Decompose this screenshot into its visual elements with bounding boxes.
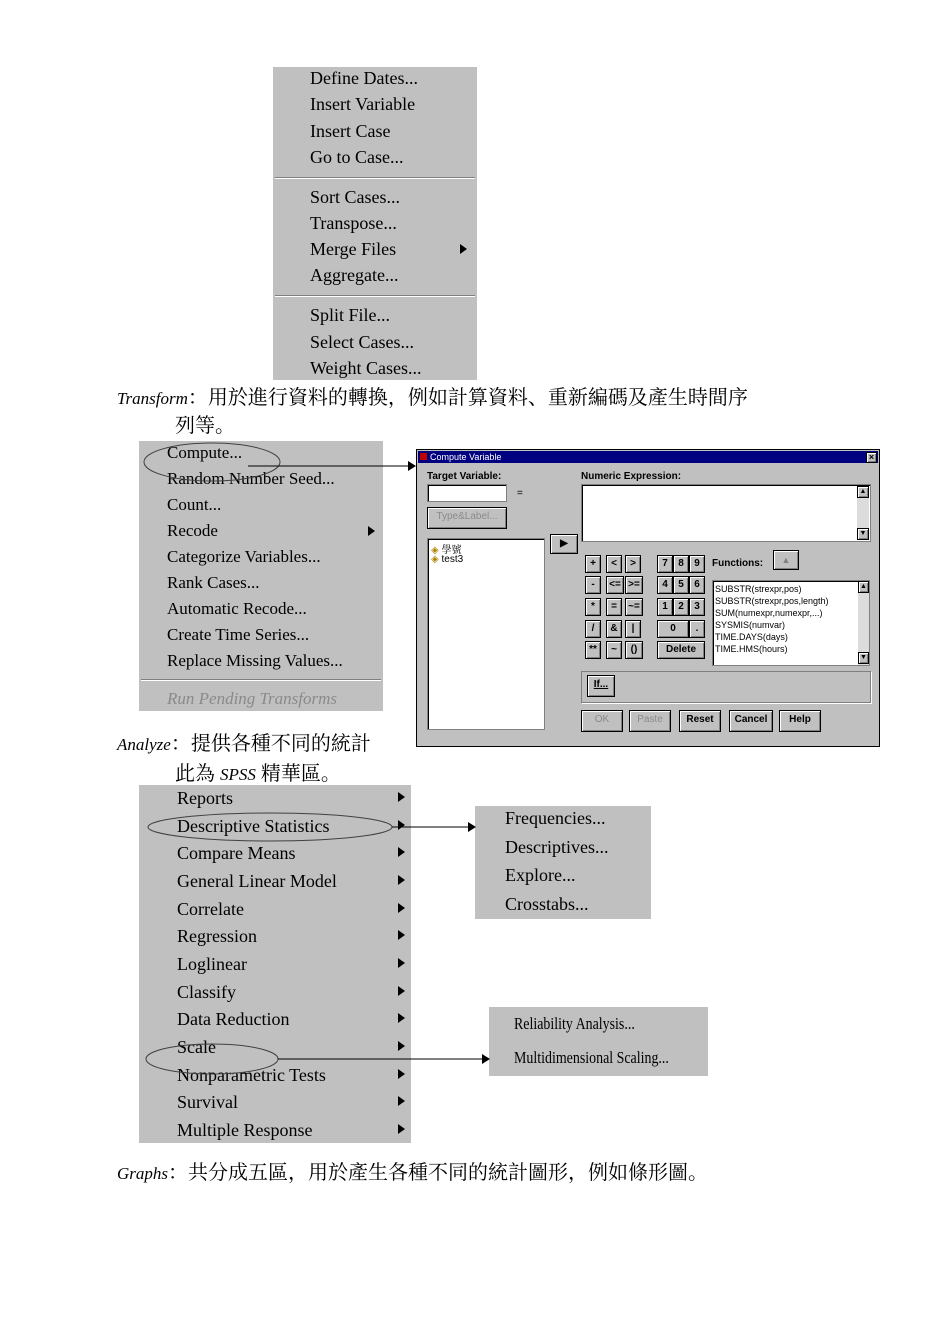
key-power[interactable]: **: [585, 641, 601, 659]
submenu-arrow-icon: [368, 526, 375, 536]
menu-item-rank-cases[interactable]: Rank Cases...: [167, 573, 260, 592]
transform-description: [117, 385, 748, 412]
dialog-title-bar: [418, 451, 878, 463]
cancel-button[interactable]: Cancel: [729, 710, 773, 732]
menu-item-reliability-analysis[interactable]: Reliability Analysis...: [514, 1014, 635, 1033]
key-greater[interactable]: >: [625, 555, 641, 573]
dialog-title: Compute Variable: [430, 452, 502, 462]
functions-list[interactable]: [712, 580, 870, 666]
key-3[interactable]: 3: [689, 598, 705, 616]
submenu-arrow-icon: [398, 1041, 405, 1051]
menu-item-categorize-variables[interactable]: Categorize Variables...: [167, 547, 321, 566]
submenu-arrow-icon: [398, 875, 405, 885]
menu-item-scale[interactable]: Scale: [177, 1037, 216, 1057]
scroll-down-icon[interactable]: ▼: [858, 652, 869, 664]
app-icon: [420, 453, 427, 460]
numeric-variable-icon: ◈: [431, 545, 439, 556]
key-not[interactable]: ~: [606, 641, 622, 659]
data-menu: [273, 67, 477, 380]
menu-item-classify[interactable]: Classify: [177, 982, 237, 1002]
menu-item-descriptive-statistics[interactable]: Descriptive Statistics: [177, 816, 330, 836]
key-6[interactable]: 6: [689, 576, 705, 594]
key-equal[interactable]: =: [606, 598, 622, 616]
menu-item-replace-missing-values[interactable]: Replace Missing Values...: [167, 651, 343, 670]
key-less-equal[interactable]: <=: [606, 576, 624, 594]
submenu-arrow-icon: [398, 1069, 405, 1079]
analyze-menu: [139, 785, 411, 1143]
reset-button[interactable]: Reset: [679, 710, 721, 732]
numeric-variable-icon: ◈: [431, 554, 439, 565]
close-button[interactable]: ×: [866, 452, 877, 463]
menu-item-weight-cases[interactable]: Weight Cases...: [310, 358, 422, 378]
key-and[interactable]: &: [606, 620, 622, 638]
submenu-arrow-icon: [398, 1124, 405, 1134]
key-decimal[interactable]: .: [689, 620, 705, 638]
if-group: [581, 671, 871, 703]
key-not-equal[interactable]: ~=: [625, 598, 643, 616]
menu-item-nonparametric-tests[interactable]: Nonparametric Tests: [177, 1065, 326, 1085]
numeric-expression-input[interactable]: [581, 484, 871, 542]
variable-list[interactable]: [427, 538, 545, 730]
menu-item-reports[interactable]: Reports: [177, 788, 233, 808]
graphs-text: ：共分成五區，用於產生各種不同的統計圖形，例如條形圖。: [168, 1162, 709, 1184]
analyze-label: Analyze: [117, 735, 171, 754]
delete-button[interactable]: Delete: [657, 641, 705, 659]
menu-item-create-time-series[interactable]: Create Time Series...: [167, 625, 310, 644]
transform-text-line1: ：用於進行資料的轉換，例如計算資料、重新編碼及產生時間序: [187, 387, 748, 409]
key-greater-equal[interactable]: >=: [625, 576, 643, 594]
analyze-text-pre: 此為: [175, 763, 220, 785]
variable-name: 學號: [441, 545, 462, 556]
key-minus[interactable]: -: [585, 576, 601, 594]
transform-label: Transform: [117, 389, 188, 408]
type-label-button[interactable]: Type&Label...: [427, 507, 507, 529]
menu-item-loglinear[interactable]: Loglinear: [177, 954, 247, 974]
move-variable-button[interactable]: ▶: [550, 534, 578, 554]
menu-item-compare-means[interactable]: Compare Means: [177, 843, 296, 863]
function-item[interactable]: SUBSTR(strexpr,pos): [715, 584, 802, 594]
submenu-arrow-icon: [398, 1096, 405, 1106]
target-variable-input[interactable]: [427, 484, 507, 502]
function-item[interactable]: TIME.HMS(hours): [715, 644, 788, 654]
scroll-down-icon[interactable]: ▼: [857, 528, 869, 540]
target-variable-label: Target Variable:: [427, 471, 502, 482]
submenu-arrow-icon: [398, 930, 405, 940]
menu-separator: [275, 177, 475, 179]
menu-item-general-linear-model[interactable]: General Linear Model: [177, 871, 337, 891]
key-multiply[interactable]: *: [585, 598, 601, 616]
graphs-description: [117, 1160, 708, 1187]
menu-item-survival[interactable]: Survival: [177, 1092, 238, 1112]
menu-item-automatic-recode[interactable]: Automatic Recode...: [167, 599, 307, 618]
key-or[interactable]: |: [625, 620, 641, 638]
key-less[interactable]: <: [606, 555, 622, 573]
menu-item-merge-files[interactable]: Merge Files: [310, 239, 397, 259]
submenu-arrow-icon: [398, 986, 405, 996]
key-plus[interactable]: +: [585, 555, 601, 573]
menu-item-data-reduction[interactable]: Data Reduction: [177, 1009, 290, 1029]
key-parentheses[interactable]: (): [625, 641, 643, 659]
menu-item-descriptives[interactable]: Descriptives...: [505, 837, 609, 857]
ok-button[interactable]: OK: [581, 710, 623, 732]
menu-item-split-file[interactable]: Split File...: [310, 305, 391, 325]
help-button[interactable]: Help: [779, 710, 821, 732]
insert-function-button[interactable]: ▲: [773, 550, 799, 570]
menu-item-multiple-response[interactable]: Multiple Response: [177, 1120, 313, 1140]
submenu-arrow-icon: [398, 820, 405, 830]
menu-separator: [141, 679, 381, 681]
menu-item-select-cases[interactable]: Select Cases...: [310, 332, 414, 352]
scroll-up-icon[interactable]: ▲: [858, 581, 869, 593]
function-item[interactable]: SYSMIS(numvar): [715, 620, 786, 630]
menu-item-regression[interactable]: Regression: [177, 926, 257, 946]
menu-item-random-number-seed[interactable]: Random Number Seed...: [167, 469, 335, 488]
transform-menu: [139, 441, 383, 711]
graphs-label: Graphs: [117, 1164, 169, 1183]
scale-submenu: [489, 1007, 708, 1076]
submenu-arrow-icon: [398, 903, 405, 913]
key-2[interactable]: 2: [673, 598, 689, 616]
analyze-text-line2: [175, 761, 341, 788]
transform-text-line2: 列等。: [175, 415, 235, 437]
submenu-arrow-icon: [460, 244, 467, 254]
key-8[interactable]: 8: [673, 555, 689, 573]
variable-item[interactable]: [431, 554, 463, 565]
menu-item-multidimensional-scaling[interactable]: Multidimensional Scaling...: [514, 1048, 669, 1067]
function-item[interactable]: TIME.DAYS(days): [715, 632, 788, 642]
key-9[interactable]: 9: [689, 555, 705, 573]
analyze-text-post: 精華區。: [255, 763, 341, 785]
menu-item-insert-case[interactable]: Insert Case: [310, 121, 391, 141]
equals-sign: =: [517, 488, 523, 499]
arrowhead-icon: [408, 461, 416, 471]
key-1[interactable]: 1: [657, 598, 673, 616]
descriptive-statistics-submenu: [475, 806, 651, 919]
menu-item-recode[interactable]: Recode: [167, 521, 218, 540]
analyze-text-line1: ：提供各種不同的統計: [170, 733, 371, 755]
menu-item-crosstabs[interactable]: Crosstabs...: [505, 894, 589, 914]
if-button[interactable]: If...: [587, 675, 615, 697]
menu-item-go-to-case[interactable]: Go to Case...: [310, 147, 404, 167]
menu-item-explore[interactable]: Explore...: [505, 865, 576, 885]
menu-item-sort-cases[interactable]: Sort Cases...: [310, 187, 400, 207]
menu-item-aggregate[interactable]: Aggregate...: [310, 265, 399, 285]
key-divide[interactable]: /: [585, 620, 601, 638]
menu-separator: [275, 295, 475, 297]
scroll-up-icon[interactable]: ▲: [857, 486, 869, 498]
menu-item-compute[interactable]: Compute...: [167, 443, 243, 462]
key-0[interactable]: 0: [657, 620, 689, 638]
menu-item-correlate[interactable]: Correlate: [177, 899, 244, 919]
spss-name: SPSS: [220, 765, 256, 784]
analyze-description: [117, 731, 371, 758]
compute-variable-dialog: [416, 449, 880, 747]
function-item[interactable]: SUBSTR(strexpr,pos,length): [715, 596, 829, 606]
numeric-expression-label: Numeric Expression:: [581, 471, 682, 482]
menu-item-insert-variable[interactable]: Insert Variable: [310, 94, 416, 114]
submenu-arrow-icon: [398, 1013, 405, 1023]
menu-item-frequencies[interactable]: Frequencies...: [505, 808, 606, 828]
paste-button[interactable]: Paste: [629, 710, 671, 732]
submenu-arrow-icon: [398, 958, 405, 968]
menu-item-define-dates[interactable]: Define Dates...: [310, 68, 418, 88]
submenu-arrow-icon: [398, 847, 405, 857]
variable-name: test3: [441, 554, 464, 565]
menu-item-transpose[interactable]: Transpose...: [310, 213, 397, 233]
menu-item-count[interactable]: Count...: [167, 495, 222, 514]
functions-label: Functions:: [712, 558, 764, 569]
menu-item-run-pending-transforms: Run Pending Transforms: [167, 689, 338, 708]
submenu-arrow-icon: [398, 792, 405, 802]
key-4[interactable]: 4: [657, 576, 673, 594]
key-5[interactable]: 5: [673, 576, 689, 594]
key-7[interactable]: 7: [657, 555, 673, 573]
function-item[interactable]: SUM(numexpr,numexpr,...): [715, 608, 823, 618]
